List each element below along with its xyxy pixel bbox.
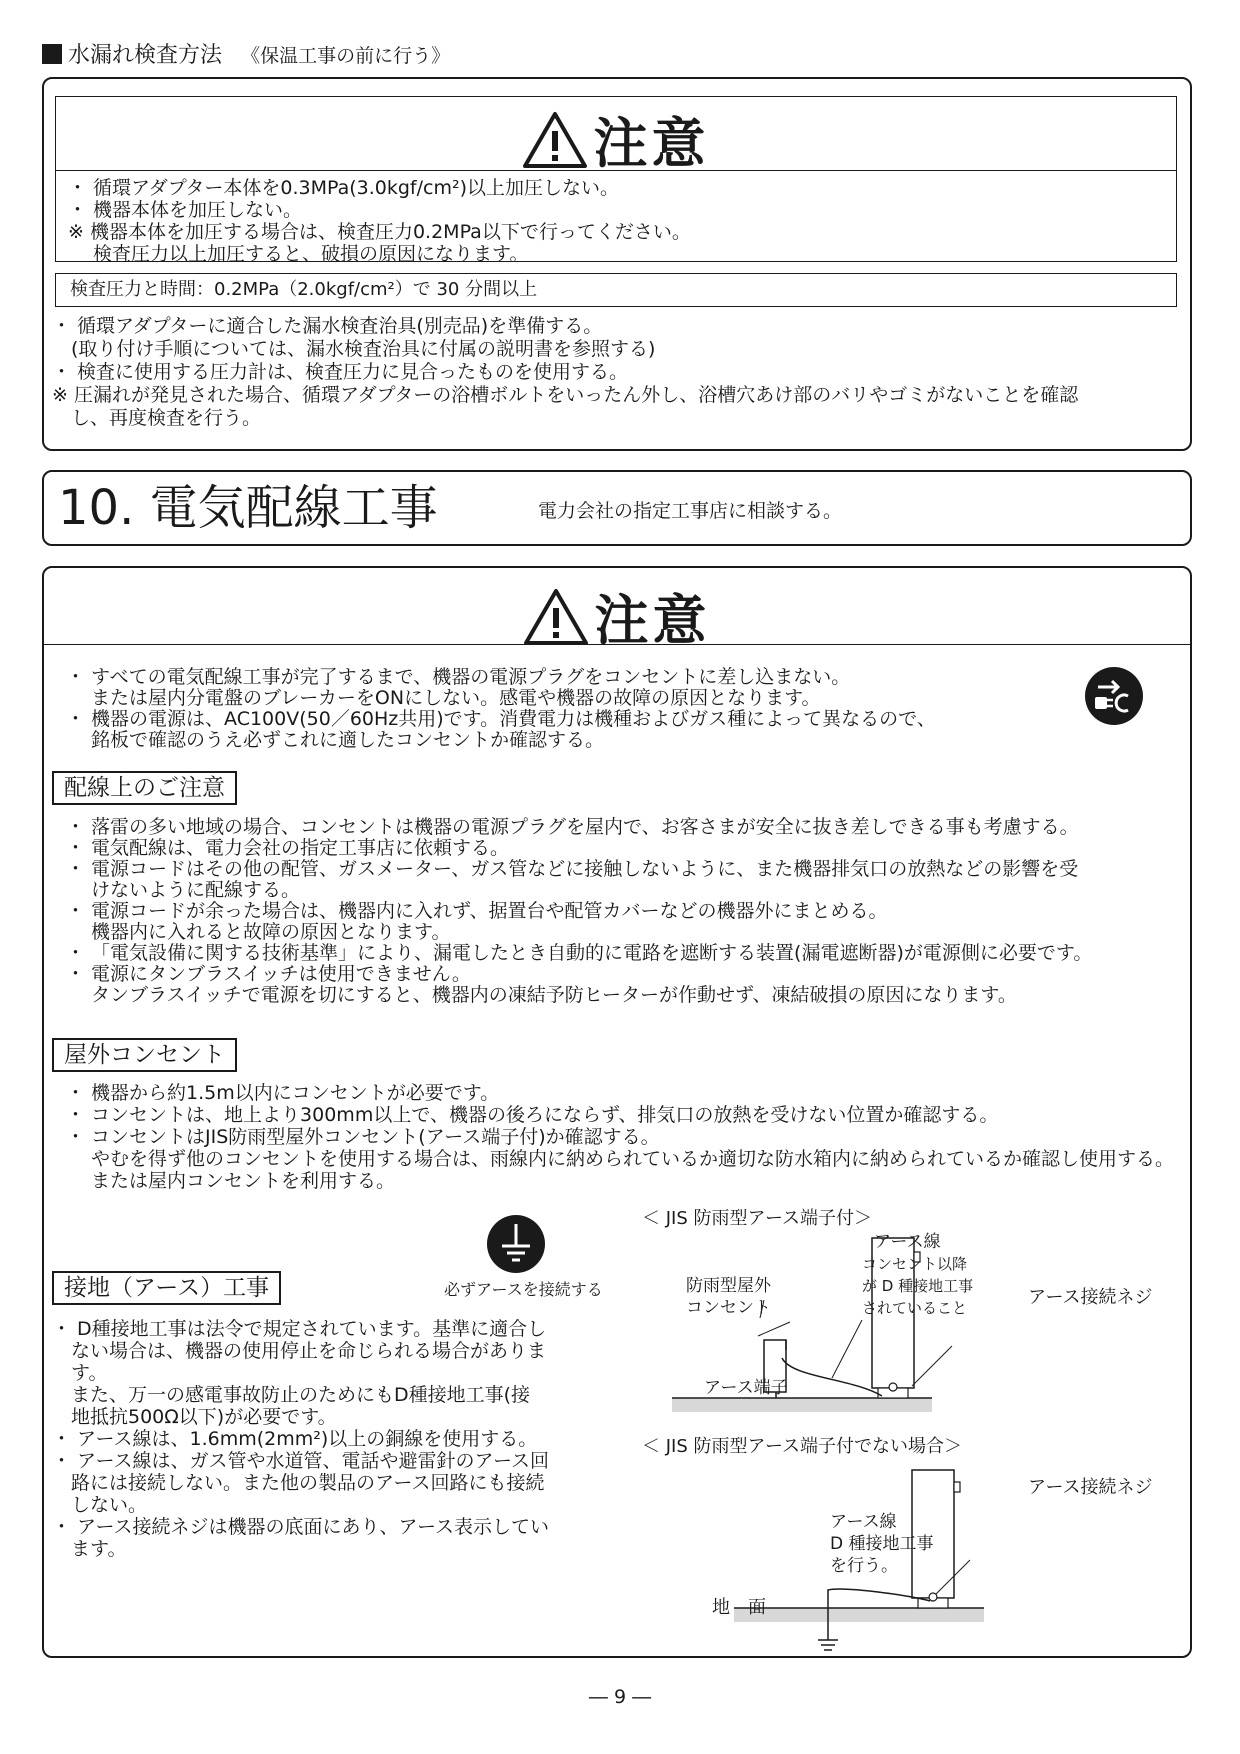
outlet-item: または屋内コンセントを利用する。 [66,1170,396,1192]
diagram-2-caption: ＜ JIS 防雨型アース端子付でない場合＞ [642,1436,963,1457]
earth-item: ます。 [52,1538,127,1560]
earth-item: ・ アース接続ネジは機器の底面にあり、アース表示してい [52,1516,550,1538]
diagram-1-earth-wire: アース線 [874,1232,941,1252]
diagram-2-wire-label: D 種接地工事 [830,1534,934,1554]
caution-item: ・ 循環アダプター本体を0.3MPa(3.0kgf/cm²)以上加圧しない。 [68,177,620,199]
outlet-heading: 屋外コンセント [52,1038,237,1072]
pressure-note-box [55,273,1177,307]
step-item: ・ 循環アダプターに適合した漏水検査治具(別売品)を準備する。 [52,315,603,337]
earth-heading: 接地（アース）工事 [52,1271,281,1305]
diagram-1-outlet-label: コンセント [686,1298,771,1318]
section-note: 電力会社の指定工事店に相談する。 [538,500,843,522]
earth-item: ない場合は、機器の使用停止を命じられる場合がありま [52,1340,547,1362]
diagram-2-wire-label: アース線 [830,1512,897,1532]
wiring-item: けないように配線する。 [66,879,301,901]
wiring-item: ・ 電源にタンブラスイッチは使用できません。 [66,963,471,985]
wiring-item: ・ 電源コードはその他の配管、ガスメーター、ガス管などに接触しないように、また機器排気口の放熱などの影響を受 [66,858,1079,880]
leak-test-heading: 水漏れ検査方法 《保温工事の前に行う》 [42,38,450,69]
diagram-2-wire-label: を行う。 [830,1556,898,1576]
diagram-2-screw-label: アース接続ネジ [1028,1477,1153,1498]
outlet-item: ・ 機器から約1.5m以内にコンセントが必要です。 [66,1082,500,1104]
earth-item: ・ アース線は、ガス管や水道管、電話や避雷針のアース回 [52,1450,550,1472]
caution-item: 検査圧力以上加圧すると、破損の原因になります。 [68,243,529,265]
earth-item: また、万一の感電事故防止のためにもD種接地工事(接 [52,1384,531,1406]
caution-item: または屋内分電盤のブレーカーをONにしない。感電や機器の故障の原因となります。 [66,687,821,709]
earth-item: 地抵抗500Ω以下)が必要です。 [52,1406,337,1428]
wiring-heading: 配線上のご注意 [52,771,237,805]
outlet-item: やむを得ず他のコンセントを使用する場合は、雨線内に納められているか適切な防水箱内に納められているか確認し使用する。 [66,1148,1175,1170]
caution-item: ・ すべての電気配線工事が完了するまで、機器の電源プラグをコンセントに差し込まない。 [66,666,851,688]
electric-caution-box [42,566,1192,1658]
earth-item: す。 [52,1362,108,1384]
pressure-note: 検査圧力と時間：0.2MPa（2.0kgf/cm²）で 30 分間以上 [70,279,538,300]
step-item: ※ 圧漏れが発見された場合、循環アダプターの浴槽ボルトをいったん外し、浴槽穴あけ部のバリやゴミがないことを確認 [52,384,1079,406]
earth-item: しない。 [52,1494,148,1516]
caution-item: 銘板で確認のうえ必ずこれに適したコンセントか確認する。 [66,729,605,751]
page-number: ― 9 ― [588,1686,652,1708]
outlet-item: ・ コンセントは、地上より300mm以上で、機器の後ろにならず、排気口の放熱を受けない位置か確認する。 [66,1104,999,1126]
warning-triangle-icon [522,111,588,169]
leak-test-box [42,77,1192,451]
wiring-item: ・ 落雷の多い地域の場合、コンセントは機器の電源プラグを屋内で、お客さまが安全に抜き差しできる事も考慮する。 [66,816,1079,838]
diagram-1-terminal-label: アース端子 [704,1378,788,1398]
diagram-1-note: が D 種接地工事 [862,1277,974,1295]
diagram-1-caption: ＜ JIS 防雨型アース端子付＞ [642,1208,873,1229]
wiring-item: タンブラスイッチで電源を切にすると、機器内の凍結予防ヒーターが作動せず、凍結破損の原因になります。 [66,984,1017,1006]
caution-heading: 注意 [56,101,1176,178]
wiring-item: ・ 電気配線は、電力会社の指定工事店に依頼する。 [66,837,510,859]
section-title: 10. 電気配線工事 [58,480,438,536]
square-bullet-icon [42,44,62,64]
diagram-1-note: コンセント以降 [862,1255,968,1273]
caution-panel [55,96,1177,265]
step-item: (取り付け手順については、漏水検査治具に付属の説明書を参照する) [52,338,656,360]
unplug-icon [1084,666,1144,726]
caution-item: ・ 機器の電源は、AC100V(50／60Hz共用)です。消費電力は機種およびガス種によって異なるので、 [66,708,936,730]
caution-item: ※ 機器本体を加圧する場合は、検査圧力0.2MPa以下で行ってください。 [68,221,691,243]
diagram-1-screw-label: アース接続ネジ [1028,1287,1153,1308]
earth-item: ・ D種接地工事は法令で規定されています。基準に適合し [52,1318,547,1340]
earth-item: ・ アース線は、1.6mm(2mm²)以上の銅線を使用する。 [52,1428,538,1450]
diagram-1-note: されていること [862,1299,968,1317]
step-item: し、再度検査を行う。 [52,407,262,429]
earth-item: 路には接続しない。また他の製品のアース回路にも接続 [52,1472,545,1494]
section-10-header [42,470,1192,546]
step-item: ・ 検査に使用する圧力計は、検査圧力に見合ったものを使用する。 [52,361,629,383]
ground-icon [486,1214,546,1274]
outlet-item: ・ コンセントはJIS防雨型屋外コンセント(アース端子付)か確認する。 [66,1126,660,1148]
warning-triangle-icon [523,588,589,646]
wiring-item: ・ 電源コードが余った場合は、機器内に入れず、据置台や配管カバーなどの機器外にまとめる。 [66,900,888,922]
caution-item: ・ 機器本体を加圧しない。 [68,199,303,221]
ground-icon-label: 必ずアースを接続する [444,1280,603,1299]
diagram-2-ground-label: 地 面 [712,1597,766,1618]
wiring-item: ・ 「電気設備に関する技術基準」により、漏電したとき自動的に電路を遮断する装置(漏電遮断器)が電源側に必要です。 [66,942,1093,964]
caution-heading: 注意 [44,578,1190,655]
wiring-item: 機器内に入れると故障の原因となります。 [66,921,451,943]
diagram-1-outlet-label: 防雨型屋外 [686,1276,771,1296]
